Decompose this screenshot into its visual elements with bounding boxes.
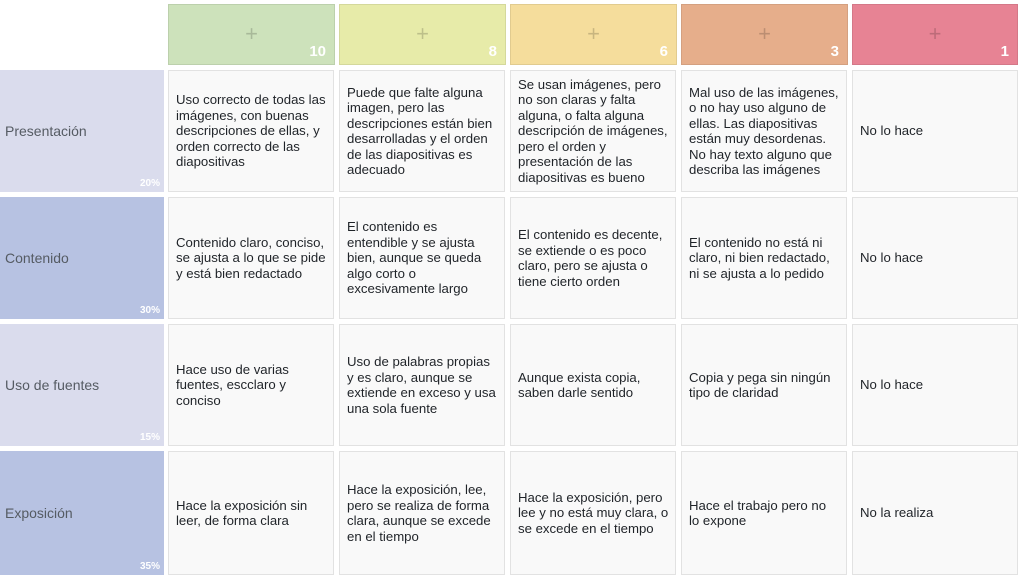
cell-text: Hace la exposición, pero lee y no está muy clara, o se excede en el tiempo [518,489,669,536]
rubric-cell[interactable] [510,197,676,319]
criterion-weight: 15% [139,432,160,443]
criterion-weight: 30% [139,305,160,316]
criterion-exposicion[interactable] [0,451,164,575]
criterion-label: Presentación [5,123,87,139]
rubric-cell[interactable] [852,451,1018,575]
rubric-cell[interactable] [681,197,847,319]
plus-icon[interactable]: + [416,21,429,46]
rubric-cell[interactable] [339,324,505,446]
level-header-10[interactable] [168,4,335,65]
level-score: 10 [309,43,326,60]
cell-text: Aunque exista copia, saben darle sentido [518,369,641,400]
cell-text: Uso correcto de todas las imágenes, con buenas descripciones de ellas, y orden correcto de las diapositivas [176,92,326,170]
criterion-label: Contenido [5,250,69,266]
cell-text: Se usan imágenes, pero no son claras y falta alguna, o falta alguna descripción de imágenes, pero el orden y presentación de las diapositivas es bueno [518,76,668,185]
cell-text: Uso de palabras propias y es claro, aunque se extiende en exceso y usa una sola fuente [347,354,496,416]
rubric-cell[interactable] [168,70,334,192]
cell-text: No la realiza [860,505,934,521]
cell-text: Contenido claro, conciso, se ajusta a lo que se pide y está bien redactado [176,234,326,281]
rubric-cell[interactable] [168,451,334,575]
cell-text: Hace uso de varias fuentes, escclaro y conciso [176,361,289,408]
cell-text: El contenido es entendible y se ajusta bien, aunque se queda algo corto o excesivamente largo [347,219,482,297]
cell-text: No lo hace [860,377,924,393]
level-header-6[interactable] [510,4,677,65]
rubric-cell[interactable] [168,197,334,319]
rubric-cell[interactable] [510,451,676,575]
cell-text: Hace el trabajo pero no lo expone [689,497,827,528]
rubric-cell[interactable] [852,197,1018,319]
rubric-cell[interactable] [339,70,505,192]
level-header-8[interactable] [339,4,506,65]
criterion-contenido[interactable] [0,197,164,319]
cell-text: Copia y pega sin ningún tipo de claridad [689,369,831,400]
rubric-cell[interactable] [339,451,505,575]
level-score: 3 [830,43,839,60]
criterion-weight: 35% [139,561,160,572]
plus-icon[interactable]: + [245,21,258,46]
level-header-3[interactable] [681,4,848,65]
plus-icon[interactable]: + [758,21,771,46]
plus-icon[interactable]: + [587,21,600,46]
criterion-uso-de-fuentes[interactable] [0,324,164,446]
rubric-cell[interactable] [510,70,676,192]
rubric-cell[interactable] [852,70,1018,192]
rubric-cell[interactable] [168,324,334,446]
cell-text: No lo hace [860,123,924,139]
rubric-cell[interactable] [681,324,847,446]
cell-text: El contenido es decente, se extiende o es poco claro, pero se ajusta o tiene cierto orden [518,227,663,289]
rubric-cell[interactable] [510,324,676,446]
criterion-weight: 20% [139,178,160,189]
criterion-presentacion[interactable] [0,70,164,192]
rubric-cell[interactable] [339,197,505,319]
cell-text: Mal uso de las imágenes, o no hay uso alguno de ellas. Las diapositivas están muy desordenas. No hay texto alguno que describa las imágenes [689,84,839,177]
cell-text: Puede que falte alguna imagen, pero las descripciones están bien desarrolladas y el orden de las diapositivas es adecuado [347,84,493,177]
rubric-cell[interactable] [681,70,847,192]
level-score: 6 [659,43,668,60]
level-header-1[interactable] [852,4,1018,65]
plus-icon[interactable]: + [928,21,942,46]
rubric-cell[interactable] [681,451,847,575]
level-score: 8 [488,43,497,60]
cell-text: Hace la exposición sin leer, de forma clara [176,497,308,528]
cell-text: Hace la exposición, lee, pero se realiza de forma clara, aunque se excede en el tiempo [347,482,491,544]
rubric-cell[interactable] [852,324,1018,446]
level-score: 1 [1000,43,1009,60]
criterion-label: Exposición [5,505,73,521]
cell-text: El contenido no está ni claro, ni bien redactado, ni se ajusta a lo pedido [689,234,830,281]
cell-text: No lo hace [860,250,924,266]
criterion-label: Uso de fuentes [5,377,100,393]
